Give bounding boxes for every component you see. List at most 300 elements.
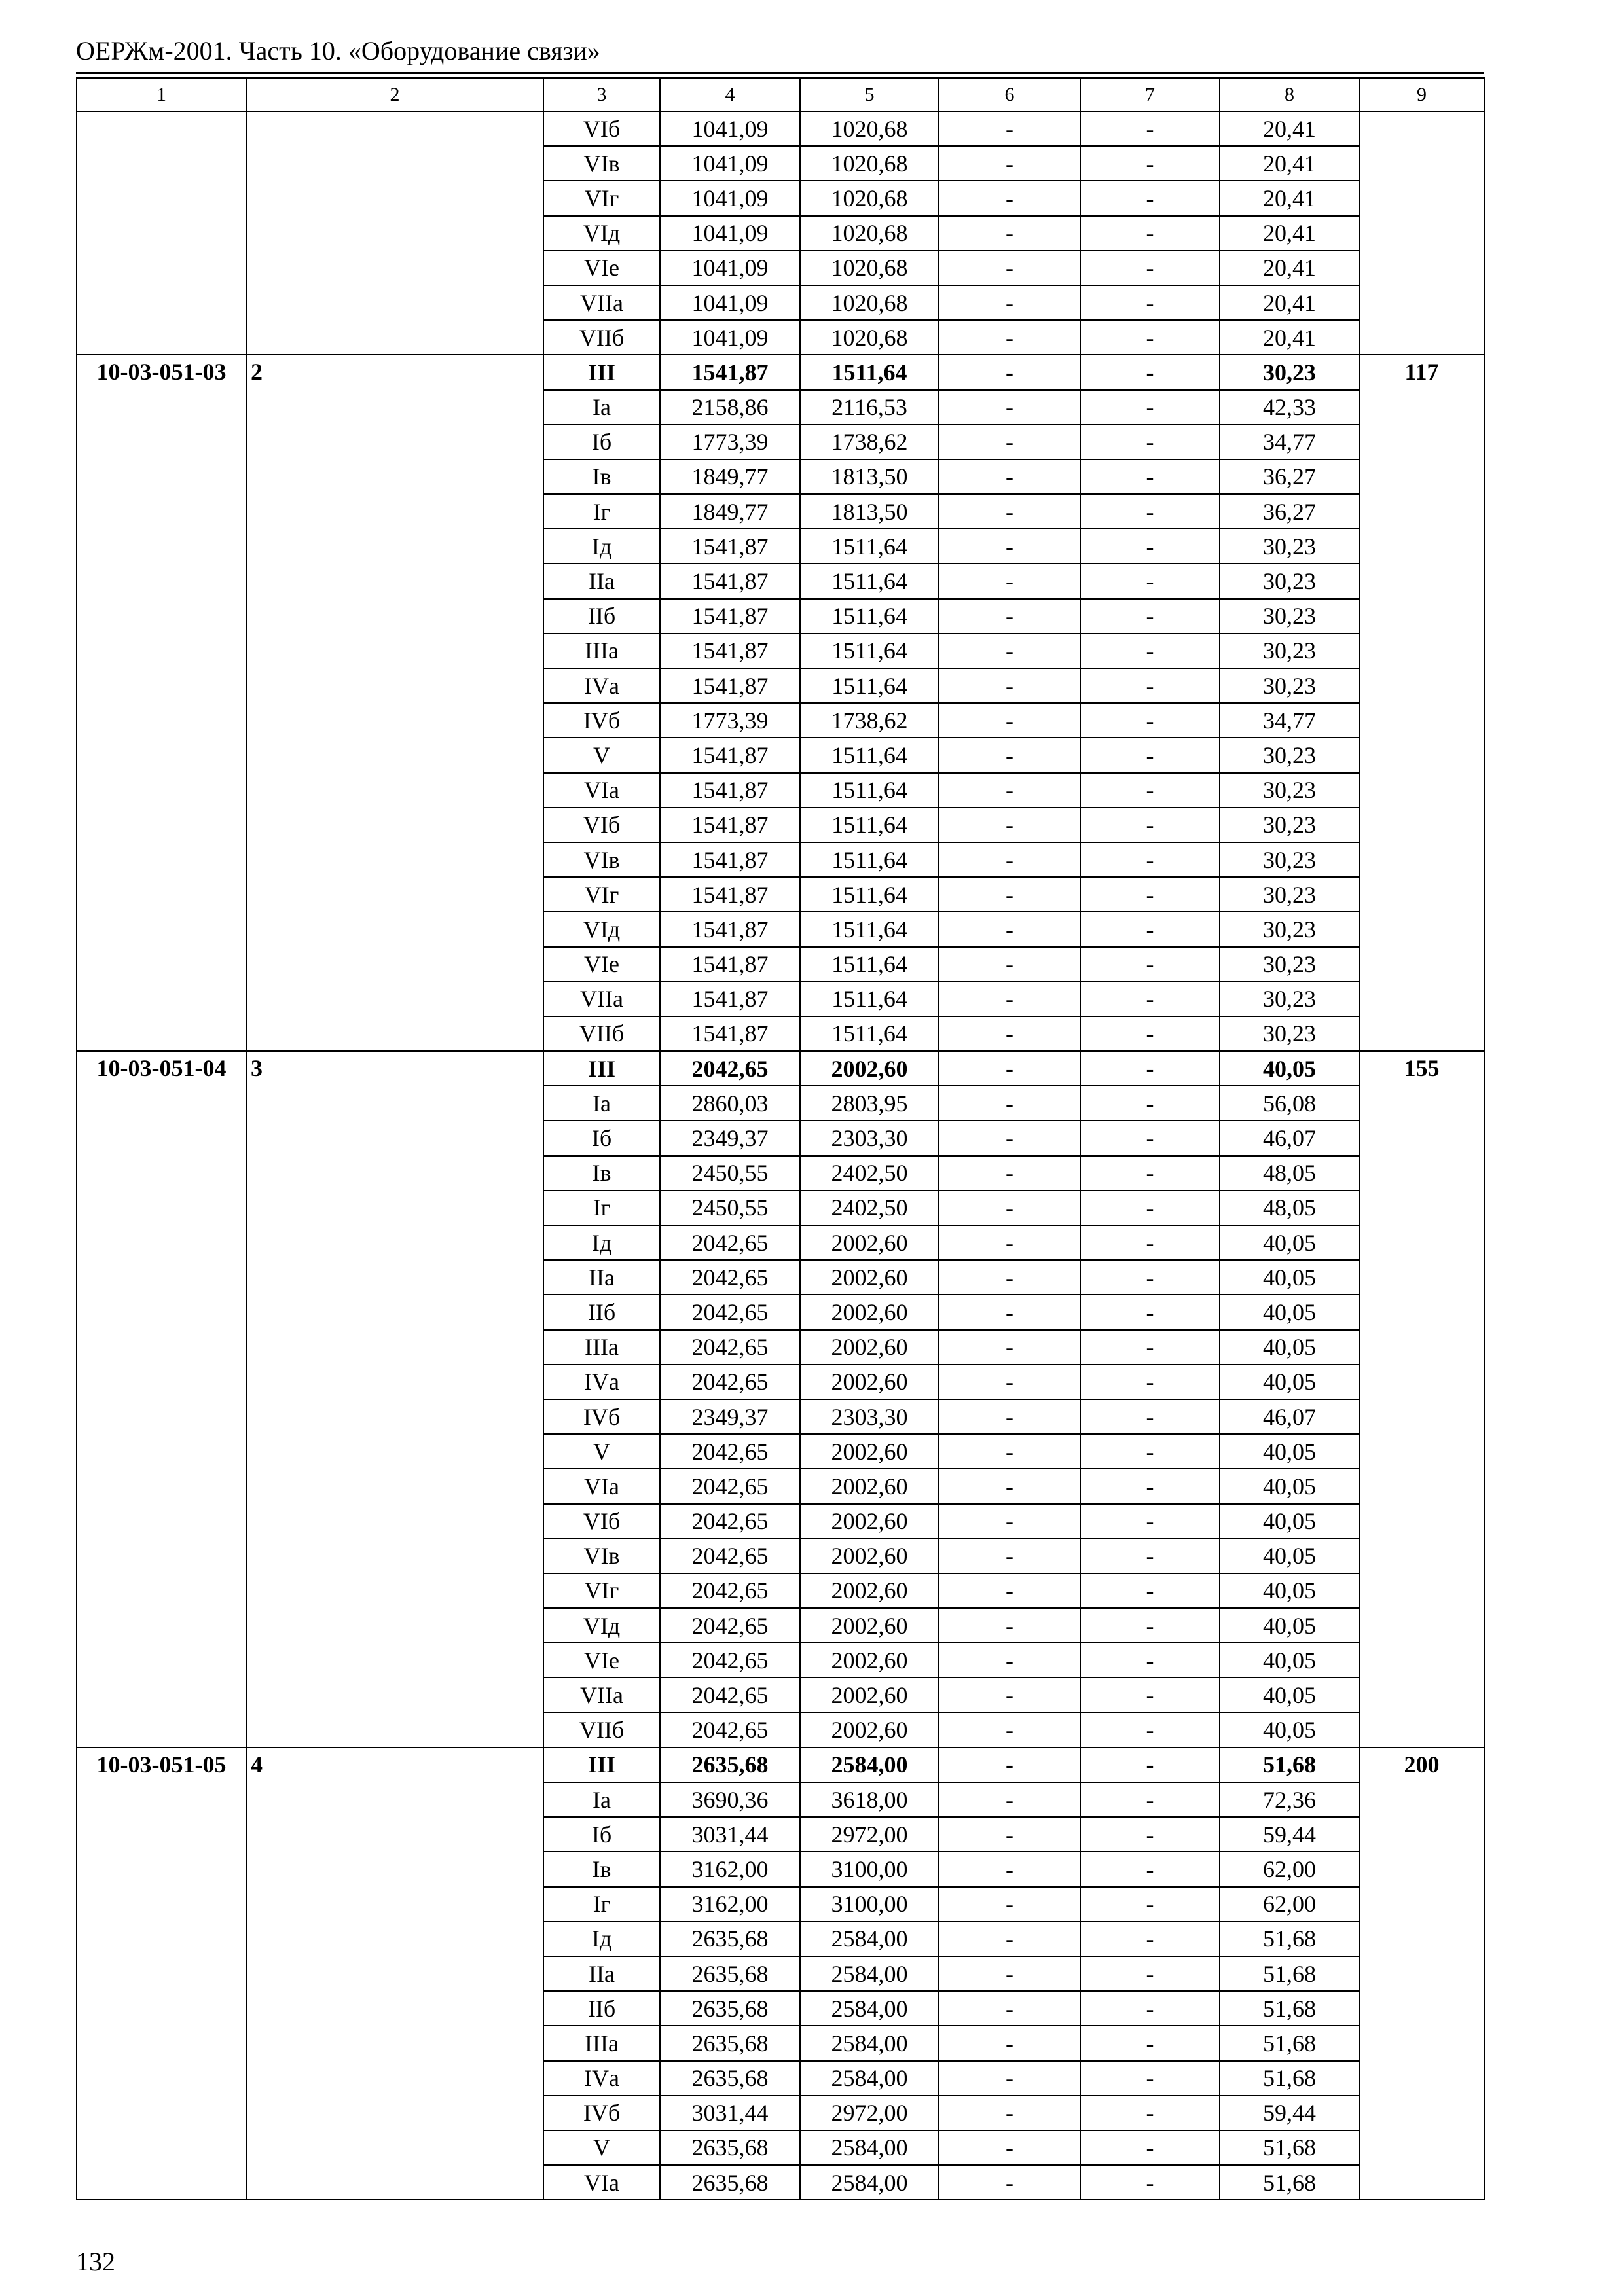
col6-cell: - (939, 1713, 1080, 1748)
col7-cell: - (1080, 2061, 1220, 2096)
col7-cell: - (1080, 285, 1220, 320)
col8-cell: 40,05 (1220, 1051, 1359, 1086)
col7-cell: - (1080, 1469, 1220, 1503)
col4-cell: 1041,09 (660, 285, 800, 320)
zone-cell: VIг (543, 1573, 660, 1608)
col5-cell: 2303,30 (800, 1121, 939, 1155)
col5-cell: 2303,30 (800, 1399, 939, 1434)
col6-cell: - (939, 1434, 1080, 1469)
zone-cell: VIб (543, 111, 660, 146)
col7-cell: - (1080, 1295, 1220, 1329)
col5-cell: 2002,60 (800, 1365, 939, 1399)
col7-cell: - (1080, 1887, 1220, 1922)
col6-cell: - (939, 1365, 1080, 1399)
col8-cell: 34,77 (1220, 703, 1359, 738)
col7-cell: - (1080, 877, 1220, 912)
code-cell: 10-03-051-04 (77, 1051, 246, 1748)
col5-cell: 1511,64 (800, 634, 939, 668)
col4-cell: 2042,65 (660, 1225, 800, 1260)
zone-cell: Iд (543, 1922, 660, 1956)
col6-cell: - (939, 947, 1080, 982)
col6-cell: - (939, 773, 1080, 808)
zone-cell: Iа (543, 390, 660, 425)
col4-cell: 2860,03 (660, 1086, 800, 1121)
col4-cell: 3690,36 (660, 1782, 800, 1817)
col8-cell: 40,05 (1220, 1573, 1359, 1608)
zone-cell: VIв (543, 842, 660, 877)
col6-cell: - (939, 599, 1080, 634)
col8-cell: 40,05 (1220, 1330, 1359, 1365)
col5-cell: 1511,64 (800, 668, 939, 703)
col4-cell: 3162,00 (660, 1887, 800, 1922)
col5-cell: 1511,64 (800, 1016, 939, 1051)
col8-cell: 20,41 (1220, 216, 1359, 251)
col6-cell: - (939, 1956, 1080, 1991)
col8-cell: 40,05 (1220, 1365, 1359, 1399)
col8-cell: 51,68 (1220, 2130, 1359, 2165)
col6-cell: - (939, 146, 1080, 181)
col7-cell: - (1080, 1817, 1220, 1852)
col6-cell: - (939, 1260, 1080, 1295)
col5-cell: 1813,50 (800, 459, 939, 494)
col4-cell: 3162,00 (660, 1852, 800, 1886)
col8-cell: 42,33 (1220, 390, 1359, 425)
col4-cell: 2042,65 (660, 1539, 800, 1573)
zone-cell: IIIа (543, 634, 660, 668)
col6-cell: - (939, 1191, 1080, 1225)
zone-cell: Iг (543, 494, 660, 529)
col5-cell: 2002,60 (800, 1608, 939, 1643)
col8-cell: 40,05 (1220, 1434, 1359, 1469)
col7-cell: - (1080, 1260, 1220, 1295)
col4-cell: 1541,87 (660, 529, 800, 564)
zone-cell: IVа (543, 1365, 660, 1399)
zone-cell: Iб (543, 1121, 660, 1155)
col6-cell: - (939, 1608, 1080, 1643)
col6-cell: - (939, 1887, 1080, 1922)
zone-cell: VIв (543, 146, 660, 181)
col7-cell: - (1080, 773, 1220, 808)
col7-cell: - (1080, 1051, 1220, 1086)
col7-cell: - (1080, 599, 1220, 634)
col7-cell: - (1080, 216, 1220, 251)
col6-cell: - (939, 1677, 1080, 1712)
col4-cell: 1541,87 (660, 564, 800, 598)
col4-cell: 2042,65 (660, 1330, 800, 1365)
col6-cell: - (939, 2165, 1080, 2200)
col5-cell: 2002,60 (800, 1643, 939, 1677)
col5-cell: 1020,68 (800, 285, 939, 320)
col8-cell: 36,27 (1220, 494, 1359, 529)
col6-cell: - (939, 2026, 1080, 2060)
zone-cell: VIа (543, 1469, 660, 1503)
col5-cell: 1511,64 (800, 355, 939, 389)
zone-cell: V (543, 1434, 660, 1469)
table-row (77, 1748, 1484, 1782)
col6-cell: - (939, 1156, 1080, 1191)
zone-cell: Iа (543, 1782, 660, 1817)
col6-cell: - (939, 459, 1080, 494)
col4-cell: 2042,65 (660, 1504, 800, 1539)
col6-cell: - (939, 529, 1080, 564)
col7-cell: - (1080, 1365, 1220, 1399)
col4-cell: 2158,86 (660, 390, 800, 425)
col8-cell: 30,23 (1220, 842, 1359, 877)
table-row (77, 1051, 1484, 1086)
col6-cell: - (939, 2096, 1080, 2130)
col7-cell: - (1080, 1225, 1220, 1260)
col4-cell: 2635,68 (660, 2026, 800, 2060)
col7-cell: - (1080, 2130, 1220, 2165)
col7-cell: - (1080, 459, 1220, 494)
zone-cell: Iв (543, 1156, 660, 1191)
col5-cell: 1020,68 (800, 111, 939, 146)
col4-cell: 1541,87 (660, 599, 800, 634)
code-cell: 10-03-051-05 (77, 1748, 246, 2200)
col8-cell: 20,41 (1220, 181, 1359, 215)
col6-cell: - (939, 808, 1080, 842)
col4-cell: 2635,68 (660, 1748, 800, 1782)
col4-cell: 1541,87 (660, 842, 800, 877)
col8-cell: 51,68 (1220, 2165, 1359, 2200)
col7-cell: - (1080, 1434, 1220, 1469)
page-header-title: ОЕРЖм-2001. Часть 10. «Оборудование связи» (76, 36, 600, 65)
col5-cell: 2584,00 (800, 2026, 939, 2060)
col7-cell: - (1080, 2096, 1220, 2130)
zone-cell: VIIа (543, 285, 660, 320)
col5-cell: 1511,64 (800, 808, 939, 842)
col7-cell: - (1080, 1504, 1220, 1539)
zone-cell: VIб (543, 1504, 660, 1539)
col6-cell: - (939, 1469, 1080, 1503)
col5-cell: 1511,64 (800, 877, 939, 912)
col4-cell: 1541,87 (660, 668, 800, 703)
col7-cell: - (1080, 1608, 1220, 1643)
col4-cell: 1541,87 (660, 1016, 800, 1051)
col5-cell: 2002,60 (800, 1573, 939, 1608)
column-number: 7 (1080, 78, 1220, 111)
col8-cell: 51,68 (1220, 1748, 1359, 1782)
col7-cell: - (1080, 1330, 1220, 1365)
col7-cell: - (1080, 390, 1220, 425)
zone-cell: IIб (543, 599, 660, 634)
col6-cell: - (939, 494, 1080, 529)
col5-cell: 1511,64 (800, 947, 939, 982)
zone-cell: Iв (543, 1852, 660, 1886)
col6-cell: - (939, 1225, 1080, 1260)
col6-cell: - (939, 1051, 1080, 1086)
col8-cell: 72,36 (1220, 1782, 1359, 1817)
col8-cell: 40,05 (1220, 1608, 1359, 1643)
col5-cell: 2803,95 (800, 1086, 939, 1121)
col5-cell: 2972,00 (800, 2096, 939, 2130)
column-number: 2 (246, 78, 543, 111)
col5-cell: 3100,00 (800, 1887, 939, 1922)
col7-cell: - (1080, 146, 1220, 181)
col7-cell: - (1080, 1922, 1220, 1956)
col4-cell: 1541,87 (660, 738, 800, 772)
col4-cell: 1041,09 (660, 146, 800, 181)
col7-cell: - (1080, 1539, 1220, 1573)
col7-cell: - (1080, 1191, 1220, 1225)
col5-cell: 2002,60 (800, 1295, 939, 1329)
table-row (77, 111, 1484, 146)
col7-cell: - (1080, 1782, 1220, 1817)
col7-cell: - (1080, 2026, 1220, 2060)
col5-cell: 2002,60 (800, 1504, 939, 1539)
zone-cell: VIIб (543, 1016, 660, 1051)
col5-cell: 2002,60 (800, 1051, 939, 1086)
col4-cell: 2635,68 (660, 2165, 800, 2200)
zone-cell: IVб (543, 703, 660, 738)
col4-cell: 1849,77 (660, 459, 800, 494)
col8-cell: 40,05 (1220, 1643, 1359, 1677)
col4-cell: 2635,68 (660, 1991, 800, 2026)
col5-cell: 2584,00 (800, 1922, 939, 1956)
col5-cell: 1511,64 (800, 529, 939, 564)
col4-cell: 1849,77 (660, 494, 800, 529)
col5-cell: 2002,60 (800, 1225, 939, 1260)
column-number: 4 (660, 78, 800, 111)
col6-cell: - (939, 111, 1080, 146)
zone-cell: IIа (543, 1956, 660, 1991)
col5-cell: 2584,00 (800, 1991, 939, 2026)
zone-cell: IIб (543, 1295, 660, 1329)
col7-cell: - (1080, 1156, 1220, 1191)
code-cell: 10-03-051-03 (77, 355, 246, 1051)
col8-cell: 30,23 (1220, 982, 1359, 1016)
col8-cell: 51,68 (1220, 2061, 1359, 2096)
col9-cell: 200 (1359, 1748, 1484, 2200)
zone-cell: VIIа (543, 982, 660, 1016)
col4-cell: 2042,65 (660, 1434, 800, 1469)
col8-cell: 40,05 (1220, 1295, 1359, 1329)
col4-cell: 1041,09 (660, 181, 800, 215)
col5-cell: 1511,64 (800, 773, 939, 808)
col6-cell: - (939, 1121, 1080, 1155)
col8-cell: 30,23 (1220, 1016, 1359, 1051)
col7-cell: - (1080, 529, 1220, 564)
col4-cell: 1541,87 (660, 773, 800, 808)
col7-cell: - (1080, 111, 1220, 146)
col5-cell: 2002,60 (800, 1713, 939, 1748)
col8-cell: 20,41 (1220, 285, 1359, 320)
col7-cell: - (1080, 912, 1220, 946)
col8-cell: 56,08 (1220, 1086, 1359, 1121)
col5-cell: 1020,68 (800, 146, 939, 181)
col5-cell: 2002,60 (800, 1260, 939, 1295)
col8-cell: 30,23 (1220, 877, 1359, 912)
col6-cell: - (939, 1643, 1080, 1677)
col4-cell: 1541,87 (660, 355, 800, 389)
col5-cell: 1511,64 (800, 912, 939, 946)
col8-cell: 40,05 (1220, 1260, 1359, 1295)
column-number: 9 (1359, 78, 1484, 111)
col4-cell: 2042,65 (660, 1051, 800, 1086)
col4-cell: 2042,65 (660, 1677, 800, 1712)
col8-cell: 30,23 (1220, 564, 1359, 598)
col5-cell: 2584,00 (800, 1956, 939, 1991)
col5-cell: 2972,00 (800, 1817, 939, 1852)
col7-cell: - (1080, 494, 1220, 529)
col8-cell: 30,23 (1220, 738, 1359, 772)
col5-cell: 1020,68 (800, 320, 939, 355)
col8-cell: 30,23 (1220, 668, 1359, 703)
col7-cell: - (1080, 1399, 1220, 1434)
col5-cell: 1738,62 (800, 425, 939, 459)
col6-cell: - (939, 320, 1080, 355)
col4-cell: 2042,65 (660, 1260, 800, 1295)
col8-cell: 59,44 (1220, 1817, 1359, 1852)
col4-cell: 1041,09 (660, 111, 800, 146)
col7-cell: - (1080, 982, 1220, 1016)
col5-cell: 2584,00 (800, 2165, 939, 2200)
column-number: 3 (543, 78, 660, 111)
col7-cell: - (1080, 1121, 1220, 1155)
col5-cell: 2584,00 (800, 2130, 939, 2165)
col4-cell: 2042,65 (660, 1573, 800, 1608)
col4-cell: 1041,09 (660, 320, 800, 355)
col5-cell: 3100,00 (800, 1852, 939, 1886)
col6-cell: - (939, 1817, 1080, 1852)
table-body (77, 78, 1484, 2200)
col4-cell: 2042,65 (660, 1608, 800, 1643)
col6-cell: - (939, 390, 1080, 425)
col4-cell: 1773,39 (660, 425, 800, 459)
col7-cell: - (1080, 1748, 1220, 1782)
col7-cell: - (1080, 1643, 1220, 1677)
zone-cell: IVб (543, 2096, 660, 2130)
col8-cell: 46,07 (1220, 1121, 1359, 1155)
col4-cell: 2042,65 (660, 1643, 800, 1677)
col6-cell: - (939, 1016, 1080, 1051)
col6-cell: - (939, 1748, 1080, 1782)
col9-cell (1359, 111, 1484, 355)
col6-cell: - (939, 1991, 1080, 2026)
col5-cell: 1813,50 (800, 494, 939, 529)
zone-cell: III (543, 355, 660, 389)
zone-cell: V (543, 738, 660, 772)
col4-cell: 3031,44 (660, 1817, 800, 1852)
col8-cell: 48,05 (1220, 1156, 1359, 1191)
zone-cell: IIIа (543, 1330, 660, 1365)
zone-cell: VIе (543, 1643, 660, 1677)
col6-cell: - (939, 634, 1080, 668)
col5-cell: 1511,64 (800, 738, 939, 772)
col8-cell: 40,05 (1220, 1504, 1359, 1539)
col6-cell: - (939, 1922, 1080, 1956)
col5-cell: 1511,64 (800, 842, 939, 877)
zone-cell: Iд (543, 1225, 660, 1260)
col4-cell: 1041,09 (660, 216, 800, 251)
col8-cell: 30,23 (1220, 808, 1359, 842)
zone-cell: IVа (543, 668, 660, 703)
column-number: 8 (1220, 78, 1359, 111)
col6-cell: - (939, 668, 1080, 703)
col8-cell: 40,05 (1220, 1539, 1359, 1573)
col7-cell: - (1080, 703, 1220, 738)
col8-cell: 40,05 (1220, 1225, 1359, 1260)
zone-cell: V (543, 2130, 660, 2165)
col5-cell: 1020,68 (800, 181, 939, 215)
col6-cell: - (939, 703, 1080, 738)
col8-cell: 30,23 (1220, 599, 1359, 634)
col5-cell: 2002,60 (800, 1677, 939, 1712)
col6-cell: - (939, 564, 1080, 598)
zone-cell: Iг (543, 1887, 660, 1922)
col9-cell: 155 (1359, 1051, 1484, 1748)
col4-cell: 1541,87 (660, 912, 800, 946)
col4-cell: 1041,09 (660, 251, 800, 285)
col7-cell: - (1080, 1086, 1220, 1121)
col4-cell: 2042,65 (660, 1365, 800, 1399)
col5-cell: 1511,64 (800, 564, 939, 598)
col6-cell: - (939, 251, 1080, 285)
col6-cell: - (939, 1504, 1080, 1539)
zone-cell: Iб (543, 425, 660, 459)
zone-cell: VIв (543, 1539, 660, 1573)
col7-cell: - (1080, 1677, 1220, 1712)
col2-cell: 3 (246, 1051, 543, 1748)
col7-cell: - (1080, 738, 1220, 772)
table-row (77, 355, 1484, 389)
col8-cell: 30,23 (1220, 773, 1359, 808)
col5-cell: 1738,62 (800, 703, 939, 738)
col8-cell: 48,05 (1220, 1191, 1359, 1225)
zone-cell: Iб (543, 1817, 660, 1852)
col6-cell: - (939, 1782, 1080, 1817)
col2-cell (246, 111, 543, 355)
col5-cell: 2402,50 (800, 1156, 939, 1191)
col6-cell: - (939, 2130, 1080, 2165)
zone-cell: IIа (543, 564, 660, 598)
col8-cell: 30,23 (1220, 912, 1359, 946)
col4-cell: 1541,87 (660, 982, 800, 1016)
zone-cell: Iг (543, 1191, 660, 1225)
col4-cell: 2450,55 (660, 1156, 800, 1191)
col7-cell: - (1080, 1956, 1220, 1991)
col5-cell: 2584,00 (800, 1748, 939, 1782)
col5-cell: 2002,60 (800, 1539, 939, 1573)
col5-cell: 1511,64 (800, 599, 939, 634)
col8-cell: 30,23 (1220, 634, 1359, 668)
col7-cell: - (1080, 808, 1220, 842)
col8-cell: 30,23 (1220, 529, 1359, 564)
col7-cell: - (1080, 355, 1220, 389)
col7-cell: - (1080, 668, 1220, 703)
zone-cell: VIе (543, 251, 660, 285)
col4-cell: 2635,68 (660, 2130, 800, 2165)
col7-cell: - (1080, 1573, 1220, 1608)
col8-cell: 40,05 (1220, 1713, 1359, 1748)
col6-cell: - (939, 1573, 1080, 1608)
column-number-row (77, 78, 1484, 111)
col7-cell: - (1080, 2165, 1220, 2200)
col7-cell: - (1080, 634, 1220, 668)
col2-cell: 2 (246, 355, 543, 1051)
col7-cell: - (1080, 251, 1220, 285)
col6-cell: - (939, 877, 1080, 912)
col8-cell: 59,44 (1220, 2096, 1359, 2130)
zone-cell: IIIа (543, 2026, 660, 2060)
col6-cell: - (939, 1539, 1080, 1573)
col7-cell: - (1080, 425, 1220, 459)
col6-cell: - (939, 1086, 1080, 1121)
col4-cell: 2635,68 (660, 2061, 800, 2096)
zone-cell: IVа (543, 2061, 660, 2096)
col4-cell: 2635,68 (660, 1922, 800, 1956)
col9-cell: 117 (1359, 355, 1484, 1051)
